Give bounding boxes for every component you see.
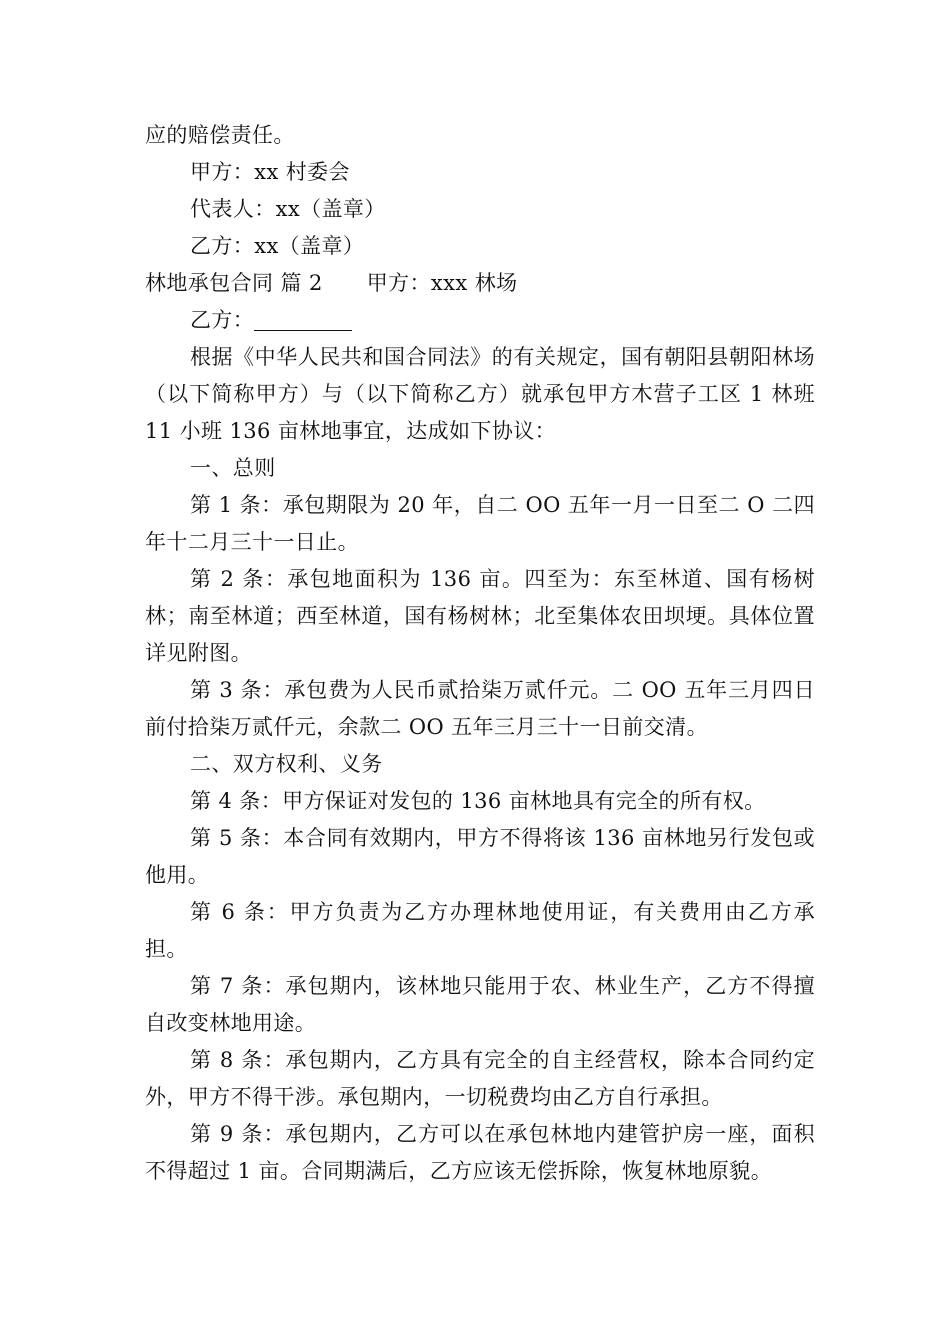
clause-1: 第 1 条：承包期限为 20 年，自二 OO 五年一月一日至二 O 二四年十二月三十一日止。 [145, 493, 815, 554]
clause-5: 第 5 条：本合同有效期内，甲方不得将该 136 亩林地另行发包或他用。 [145, 826, 815, 887]
text-line-party-a: 甲方：xx 村委会 [190, 160, 350, 184]
clause-2: 第 2 条：承包地面积为 136 亩。四至为：东至林道、国有杨树林；南至林道；西至林道，国有杨树林；北至集体农田坝埂。具体位置详见附图。 [145, 567, 815, 665]
text-line: 应的赔偿责任。 [145, 123, 295, 147]
section-heading-general: 一、总则 [190, 456, 276, 480]
party-b-label: 乙方： [190, 308, 255, 332]
clause-4: 第 4 条：甲方保证对发包的 136 亩林地具有完全的所有权。 [190, 789, 766, 813]
text-line-party-b: 乙方：xx（盖章） [190, 234, 365, 258]
paragraph-preamble: 根据《中华人民共和国合同法》的有关规定，国有朝阳县朝阳林场（以下简称甲方）与（以下简称乙方）就承包甲方木营子工区 1 林班 11 小班 136 亩林地事宜，达成如下协议： [145, 345, 815, 443]
clause-9: 第 9 条：承包期内，乙方可以在承包林地内建管护房一座，面积不得超过 1 亩。合同期满后，乙方应该无偿拆除，恢复林地原貌。 [145, 1122, 815, 1183]
party-b-line [145, 302, 815, 339]
clause-6: 第 6 条：甲方负责为乙方办理林地使用证，有关费用由乙方承担。 [145, 900, 815, 961]
party-b-blank [254, 308, 352, 331]
clause-8: 第 8 条：承包期内，乙方具有完全的自主经营权，除本合同约定外，甲方不得干涉。承包期内，一切税费均由乙方自行承担。 [145, 1048, 815, 1109]
contract-title: 林地承包合同 篇 2 [145, 271, 323, 295]
document-body [145, 117, 815, 1190]
contract-party-a: 甲方：xxx 林场 [366, 271, 518, 295]
clause-3: 第 3 条：承包费为人民币贰拾柒万贰仟元。二 OO 五年三月四日前付拾柒万贰仟元，余款二 OO 五年三月三十一日前交清。 [145, 678, 815, 739]
clause-7: 第 7 条：承包期内，该林地只能用于农、林业生产，乙方不得擅自改变林地用途。 [145, 974, 815, 1035]
text-line-representative: 代表人：xx（盖章） [190, 197, 386, 221]
section-heading-rights: 二、双方权利、义务 [190, 752, 383, 776]
contract-heading [145, 265, 815, 302]
